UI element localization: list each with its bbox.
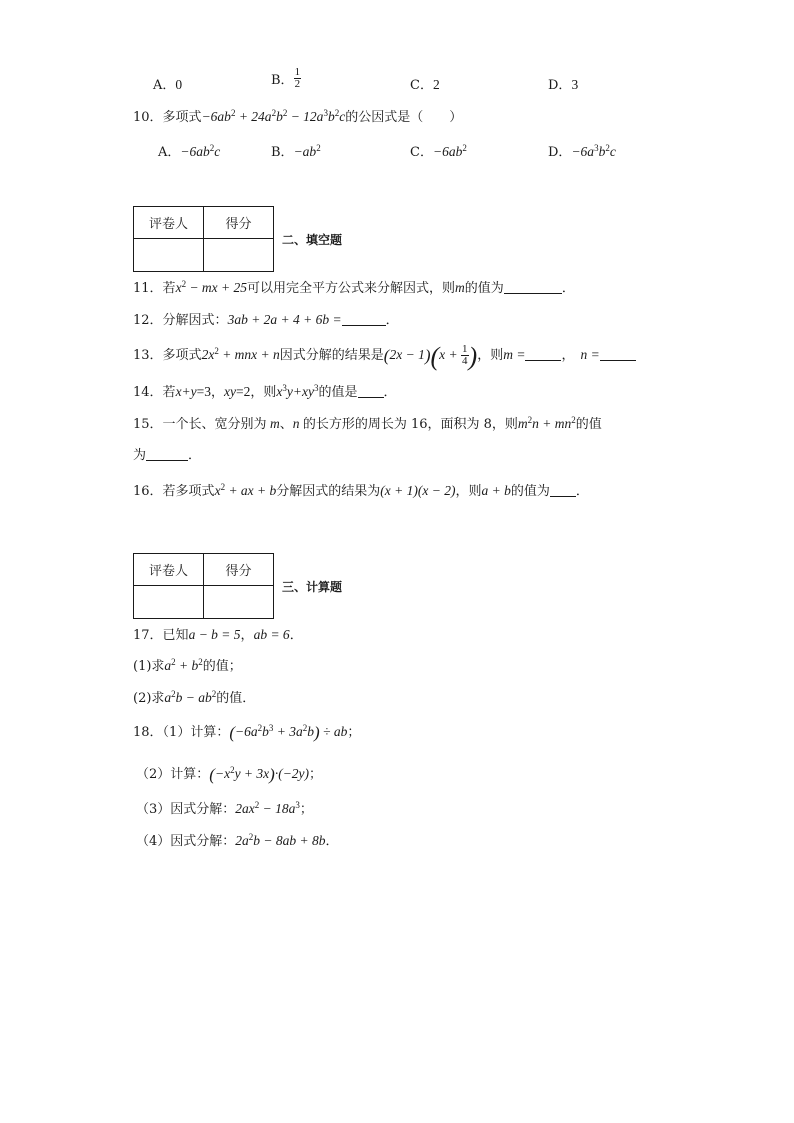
question-text: 为 bbox=[133, 448, 147, 463]
answer-blank bbox=[600, 346, 636, 361]
math-expression: (x + 1)(x − 2) bbox=[380, 483, 456, 498]
question-text: ， bbox=[211, 385, 225, 400]
answer-blank bbox=[342, 311, 386, 326]
score-table-section-2 bbox=[133, 206, 274, 272]
question-text: ； bbox=[299, 802, 313, 817]
question-text: ，则 bbox=[477, 348, 504, 363]
question-text: 若 bbox=[162, 385, 176, 400]
question-text: ． bbox=[385, 313, 399, 328]
math-expression: $2ax^2 - 18a^3$ bbox=[235, 800, 300, 816]
question-text: 分解因式： bbox=[162, 313, 228, 328]
score-cell bbox=[204, 586, 274, 619]
question-text: 若 bbox=[162, 281, 176, 296]
q10-option-b bbox=[271, 141, 321, 160]
question-15 bbox=[133, 414, 602, 435]
question-text: 的值． bbox=[216, 691, 256, 706]
option-letter: B． bbox=[271, 73, 294, 88]
math-expression: x+y bbox=[175, 384, 197, 399]
question-text: 因式分解的结果是 bbox=[279, 348, 384, 363]
option-letter: D． bbox=[548, 145, 572, 160]
option-value: 2 bbox=[432, 77, 440, 92]
denominator: 2 bbox=[294, 78, 301, 90]
question-text: 的值 bbox=[575, 417, 602, 432]
question-text: 分解因式的结果为 bbox=[276, 484, 381, 499]
math-expression: ab = 6 bbox=[253, 627, 290, 642]
question-number: 14． bbox=[133, 385, 163, 400]
question-text: ； bbox=[347, 725, 361, 740]
math-expression: $x^2$ − mx + 25 bbox=[175, 279, 248, 295]
option-expression: $-ab^2$ bbox=[293, 143, 321, 159]
math-variable: n = bbox=[580, 347, 600, 362]
option-expression: $-6ab^2c$ bbox=[180, 143, 221, 159]
math-variable: m bbox=[266, 416, 280, 431]
question-text: （1）计算： bbox=[162, 725, 230, 740]
question-text: 的公因式是（ ） bbox=[345, 110, 463, 125]
section-title-fill-blank: 二、填空题 bbox=[282, 233, 343, 247]
math-expression: $2x^2$ + mnx + n bbox=[201, 346, 280, 362]
math-expression: $x^2$ + ax + b bbox=[214, 482, 277, 498]
score-cell bbox=[204, 239, 274, 272]
question-text: 的值是 bbox=[318, 385, 358, 400]
question-number: 12． bbox=[133, 313, 163, 328]
question-text: (1)求 bbox=[133, 659, 165, 674]
score-table-section-3 bbox=[133, 553, 274, 619]
question-text: ，则 bbox=[250, 385, 277, 400]
question-11 bbox=[133, 278, 575, 299]
answer-blank bbox=[358, 383, 384, 398]
answer-blank bbox=[504, 279, 562, 294]
question-number: 10． bbox=[133, 110, 163, 125]
math-expression: $m^2n + mn^2$ bbox=[517, 415, 576, 431]
question-13 bbox=[133, 343, 636, 369]
question-text: ． bbox=[383, 385, 397, 400]
question-number: 17． bbox=[133, 628, 163, 643]
question-number: 18． bbox=[133, 725, 163, 740]
question-12 bbox=[133, 310, 399, 331]
q9-option-c bbox=[410, 74, 440, 93]
question-text: ， bbox=[240, 628, 254, 643]
math-expression: a + b bbox=[481, 483, 511, 498]
q9-option-b bbox=[271, 67, 301, 90]
math-expression: $a^2b - ab^2$ bbox=[164, 689, 217, 705]
answer-blank bbox=[550, 482, 576, 497]
option-letter: C． bbox=[410, 145, 433, 160]
question-17 bbox=[133, 625, 303, 646]
math-expression: (2x − 1)(x + $\frac{1}{4}$ ) bbox=[383, 342, 478, 371]
question-text: ． bbox=[188, 448, 202, 463]
question-number: 11． bbox=[133, 281, 163, 296]
question-text: 、 bbox=[279, 417, 293, 432]
question-14: 14．若x+y=3，xy=2，则$x^3y+xy^3$的值是 ． bbox=[133, 383, 397, 400]
reviewer-cell bbox=[134, 239, 204, 272]
reviewer-header: 评卷人 bbox=[134, 207, 204, 239]
question-text: （3）因式分解： bbox=[136, 802, 236, 817]
polynomial-expression: $-6ab^2 + 24a^2b^2 - 12a^3b^2c$ bbox=[201, 108, 346, 124]
question-16 bbox=[133, 481, 589, 502]
option-value: 0 bbox=[175, 77, 183, 92]
math-expression: a − b = 5 bbox=[188, 627, 241, 642]
question-number: 15． bbox=[133, 417, 163, 432]
question-text: 的值为 bbox=[510, 484, 550, 499]
question-15-continued bbox=[133, 446, 201, 466]
question-number: 13． bbox=[133, 348, 163, 363]
question-text: ． bbox=[325, 834, 339, 849]
fraction-one-half bbox=[294, 67, 302, 90]
numerator: 1 bbox=[294, 66, 301, 78]
question-text: ； bbox=[309, 767, 323, 782]
question-10 bbox=[133, 107, 462, 128]
score-header: 得分 bbox=[204, 554, 274, 586]
option-letter: A． bbox=[158, 145, 181, 160]
question-text: ． bbox=[289, 628, 303, 643]
question-text: ． bbox=[561, 281, 575, 296]
question-text: ． bbox=[575, 484, 589, 499]
math-variable: m bbox=[455, 280, 465, 295]
question-text: ，则 bbox=[455, 484, 482, 499]
reviewer-header: 评卷人 bbox=[134, 554, 204, 586]
question-number: 16． bbox=[133, 484, 163, 499]
question-text: 一个长、宽分别为 bbox=[162, 417, 267, 432]
math-variable: m = bbox=[503, 347, 526, 362]
math-expression: $(-x^2y + 3x)\cdot(-2y)$ bbox=[209, 765, 310, 784]
question-text: ， bbox=[561, 348, 575, 363]
q10-option-d bbox=[548, 141, 616, 160]
question-text: 的值； bbox=[202, 659, 242, 674]
q10-option-a bbox=[158, 141, 220, 160]
math-expression: 3ab + 2a + 4 + 6b = bbox=[227, 312, 342, 327]
answer-blank bbox=[146, 446, 188, 461]
math-expression: $a^2 + b^2$ bbox=[164, 657, 203, 673]
question-text: 若多项式 bbox=[162, 484, 215, 499]
question-text: (2)求 bbox=[133, 691, 165, 706]
math-expression: $2a^2b - 8ab + 8b$ bbox=[235, 832, 326, 848]
math-expression: $(-6a^2b^3 + 3a^2b)$ ÷ ab bbox=[229, 723, 348, 742]
math-expression: $x^3y+xy^3$ bbox=[276, 383, 319, 399]
q9-option-a bbox=[153, 74, 182, 93]
section-title-calculation: 三、计算题 bbox=[282, 580, 343, 594]
option-expression: $-6a^3b^2c$ bbox=[571, 143, 616, 159]
option-letter: A． bbox=[153, 78, 176, 93]
question-18-part-2 bbox=[136, 762, 322, 787]
option-value: 3 bbox=[571, 77, 579, 92]
question-text: 可以用完全平方公式来分解因式，则 bbox=[247, 281, 456, 296]
answer-blank bbox=[525, 346, 561, 361]
question-18-part-1 bbox=[133, 720, 360, 745]
question-text: （4）因式分解： bbox=[136, 834, 236, 849]
score-header: 得分 bbox=[204, 207, 274, 239]
option-letter: C． bbox=[410, 78, 433, 93]
option-expression: $-6ab^2$ bbox=[432, 143, 467, 159]
option-letter: B． bbox=[271, 145, 294, 160]
question-17-part-2 bbox=[133, 688, 255, 709]
question-18-part-3 bbox=[136, 799, 313, 820]
option-letter: D． bbox=[548, 78, 572, 93]
q10-option-c bbox=[410, 141, 467, 160]
question-text: 多项式 bbox=[162, 348, 202, 363]
reviewer-cell bbox=[134, 586, 204, 619]
question-17-part-1 bbox=[133, 656, 242, 677]
math-variable: n bbox=[292, 416, 303, 431]
question-text: 已知 bbox=[162, 628, 189, 643]
q9-option-d bbox=[548, 74, 578, 93]
question-text: 的长方形的周长为 16，面积为 8，则 bbox=[302, 417, 518, 432]
question-text: 多项式 bbox=[162, 110, 202, 125]
question-text: 的值为 bbox=[464, 281, 504, 296]
question-text: （2）计算： bbox=[136, 767, 210, 782]
question-18-part-4 bbox=[136, 831, 339, 852]
math-expression: xy bbox=[224, 384, 237, 399]
